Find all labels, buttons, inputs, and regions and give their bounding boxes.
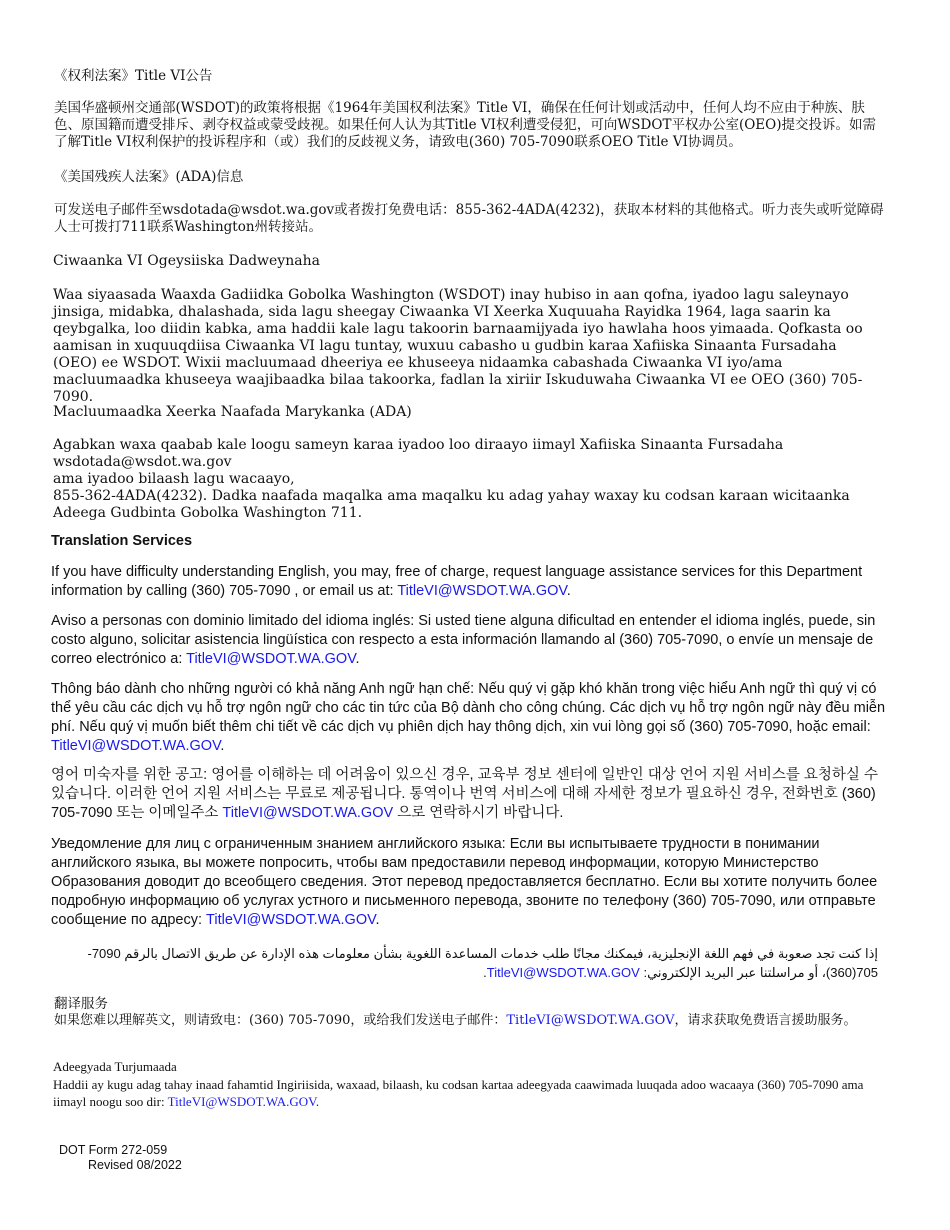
so-title-vi-heading: Ciwaanka VI Ogeysiiska Dadweynaha [53, 253, 320, 269]
translation-korean [51, 766, 881, 823]
so-translation-text: Haddii ay kugu adag tahay inaad fahamtid Ingiriisida, waxaad, bilaash, ku codsan kartaa adeegyada caawimada luuqada adoo wacaaya (360) 705-7090 ama iimayl noogu soo dir: [53, 1077, 864, 1109]
zh-title-vi-body: 美国华盛顿州交通部(WSDOT)的政策将根据《1964年美国权利法案》Title VI，确保在任何计划或活动中，任何人均不应由于种族、肤色、原国籍而遭受排斥、剥夺权益或蒙受歧视。如果任何人认为其Title VI权利遭受侵犯，可向WSDOT平权办公室(OEO)提交投诉。如需了解Title VI权利保护的投诉程序和（或）我们的反歧视义务，请致电(360) 705-7090联系OEO Title VI协调员。 [54, 100, 876, 150]
so-translation-email-link[interactable]: TitleVI@WSDOT.WA.GOV [167, 1094, 316, 1109]
vietnamese-text: Thông báo dành cho những người có khả năng Anh ngữ hạn chế: Nếu quý vị gặp khó khăn trong việc hiểu Anh ngữ thì quý vị có thể yêu cầu các dịch vụ hỗ trợ ngôn ngữ cho các tin tức của Bộ dành cho công chúng. Các dịch vụ hỗ trợ ngôn ngữ này đều miễn phí. Nếu quý vị muốn biết thêm chi tiết về các dịch vụ phiên dịch hay thông dịch, xin vui lòng gọi số (360) 705-7090, hoặc email: [51, 681, 886, 735]
vietnamese-email-link[interactable]: TitleVI@WSDOT.WA.GOV [51, 738, 221, 754]
english-text: If you have difficulty understanding English, you may, free of charge, request language assistance services for this Department information by calling (360) 705-7090 , or email us at: [51, 564, 863, 599]
korean-text: 영어 미숙자를 위한 공고: 영어를 이해하는 데 어려움이 있으신 경우, 교육부 정보 센터에 일반인 대상 언어 지원 서비스를 요청하실 수 있습니다. 이러한 언어 지원 서비스는 무료로 제공됩니다. 통역이나 번역 서비스에 대해 자세한 정보가 필요하신 경우, 전화번호 (360) 705-7090 또는 이메일주소 [51, 767, 878, 821]
russian-text: Уведомление для лиц с ограниченным знанием английского языка: Если вы испытываете трудности в понимании английского языка, вы можете попросить, чтобы вам предоставили перевод информации, которую Министерство Образования доводит до всеобщего сведения. Этот перевод предоставляется бесплатно. Если вы хотите получить более подробную информацию об услугах устного и письменного перевода, звоните по телефону (360) 705-7090, или отправьте сообщение по адресу: [51, 836, 878, 928]
so-ada-heading: Macluumaadka Xeerka Naafada Marykanka (ADA) [53, 404, 412, 420]
spanish-text: Aviso a personas con dominio limitado del idioma inglés: Si usted tiene alguna dificultad en entender el idioma inglés, puede, sin costo alguno, solicitar asistencia lingüística con respecto a esta información llamando al (360) 705-7090, o envíe un mensaje de correo electrónico a: [51, 613, 876, 667]
so-ada-body [53, 437, 893, 522]
vietnamese-tail: . [220, 738, 225, 754]
translation-arabic [70, 944, 878, 982]
zh-title-vi-heading: 《权利法案》Title VI公告 [54, 68, 213, 84]
zh-translation-email-link[interactable]: TitleVI@WSDOT.WA.GOV [506, 1013, 675, 1028]
russian-tail: . [375, 912, 380, 928]
zh-ada-heading: 《美国残疾人法案》(ADA)信息 [54, 169, 244, 185]
footer-revised-date: Revised 08/2022 [88, 1158, 182, 1172]
russian-email-link[interactable]: TitleVI@WSDOT.WA.GOV [206, 912, 376, 928]
translation-english [51, 563, 881, 601]
korean-tail: 으로 연락하시기 바랍니다. [393, 805, 564, 821]
spanish-email-link[interactable]: TitleVI@WSDOT.WA.GOV [186, 651, 356, 667]
arabic-email-link[interactable]: TitleVI@WSDOT.WA.GOV [486, 965, 640, 980]
spanish-tail: . [355, 651, 360, 667]
so-ada-line-1: Agabkan waxa qaabab kale loogu sameyn karaa iyadoo loo diraayo iimayl Xafiiska Sinaanta Fursadaha wsdotada@wsdot.wa.gov [53, 437, 784, 470]
zh-translation-text: 如果您难以理解英文，则请致电：(360) 705-7090，或给我们发送电子邮件： [54, 1013, 507, 1028]
korean-email-link[interactable]: TitleVI@WSDOT.WA.GOV [222, 805, 394, 821]
translation-spanish [51, 612, 896, 669]
translation-services-heading: Translation Services [51, 533, 193, 549]
so-translation-heading: Adeegyada Turjumaada [53, 1059, 177, 1074]
zh-translation-body [54, 1013, 924, 1029]
so-ada-line-3: 855-362-4ADA(4232). Dadka naafada maqalka ama maqalku ku adag yahay waxay ku codsan karaan wicitaanka Adeega Gudbinta Gobolka Washington 711. [53, 488, 850, 521]
arabic-tail: . [483, 965, 487, 980]
arabic-text: إذا كنت تجد صعوبة في فهم اللغة الإنجليزية، فيمكنك مجانًا طلب خدمات المساعدة اللغوية بشأن معلومات هذه الإدارة عن طريق الاتصال بالرقم 7090-705(360)، أو مراسلتنا عبر البريد الإلكتروني: [87, 946, 878, 980]
footer-form-number: DOT Form 272-059 [59, 1143, 168, 1157]
zh-translation-heading: 翻译服务 [54, 996, 108, 1012]
so-ada-line-2: ama iyadoo bilaash lagu wacaayo, [53, 471, 295, 487]
english-tail: . [566, 583, 571, 599]
english-email-link[interactable]: TitleVI@WSDOT.WA.GOV [397, 583, 567, 599]
zh-ada-body: 可发送电子邮件至wsdotada@wsdot.wa.gov或者拨打免费电话：855-362-4ADA(4232)，获取本材料的其他格式。听力丧失或听觉障碍人士可拨打711联系Washington州转接站。 [54, 202, 884, 235]
so-translation-tail: . [315, 1094, 320, 1109]
so-title-vi-body: Waa siyaasada Waaxda Gadiidka Gobolka Washington (WSDOT) inay hubiso in aan qofna, iyadoo lagu saleynayo jinsiga, midabka, dhalashada, sida lagu sheegay Ciwaanka VI Xeerka Xuquuaha Rayidka 1964, laga saarin ka qeybgalka, loo diidin kabka, ama haddii kale lagu takoorin barnaamijyada iyo hawlaha hoos yimaada. Qofkasta oo aamisan in xuquuqdiisa Ciwaanka VI lagu tuntay, wuxuu cabasho u gudbin karaa Xafiiska Sinaanta Fursadaha (OEO) ee WSDOT. Wixii macluumaad dheeriya ee khuseeya nidaamka cabashada Ciwaanka VI iyo/ama macluumaadka khuseeya waajibaadka bilaa takoorka, fadlan la xiriir Iskuduwaha Ciwaanka VI ee OEO (360) 705-7090. [53, 287, 863, 405]
translation-russian [51, 835, 886, 930]
translation-vietnamese [51, 680, 891, 756]
zh-translation-tail: ，请求获取免费语言援助服务。 [674, 1013, 857, 1028]
so-translation-body [53, 1076, 873, 1110]
